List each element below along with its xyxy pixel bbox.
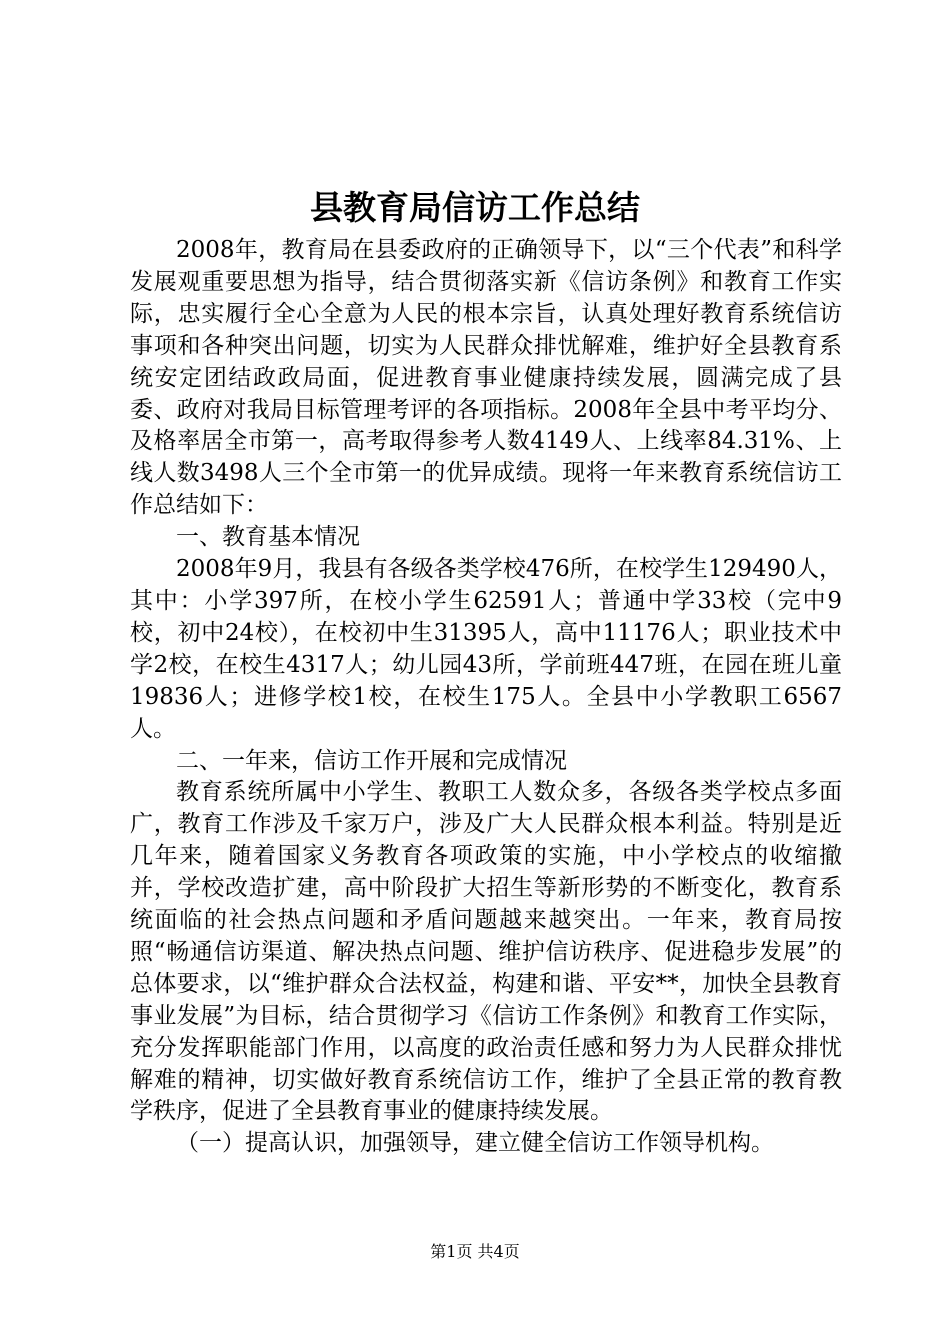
paragraph-intro: 2008年，教育局在县委政府的正确领导下，以“三个代表”和科学发展观重要思想为指导，结合贯彻落实新《信访条例》和教育工作实际，忠实履行全心全意为人民的根本宗旨，认真处理好教育系统信访事项和各种突出问题，切实为人民群众排忧解难，维护好全县教育系统安定团结政政局面，促进教育事业健康持续发展，圆满完成了县委、政府对我局目标管理考评的各项指标。2008年全县中考平均分、及格率居全市第一，高考取得参考人数4149人、上线率84.31%、上线人数3498人三个全市第一的优异成绩。现将一年来教育系统信访工作总结如下： [130, 237, 842, 519]
paragraph-basic-info: 2008年9月，我县有各级各类学校476所，在校学生129490人，其中：小学397所，在校小学生62591人；普通中学33校（完中9校，初中24校），在校初中生31395人，高中11176人；职业技术中学2校，在校生4317人；幼儿园43所，学前班447班，在园在班儿童19836人；进修学校1校，在校生175人。全县中小学教职工6567人。 [130, 556, 842, 742]
section-heading-basic-info: 一、教育基本情况 [176, 524, 360, 551]
page-footer: 第1页 共4页 [430, 1242, 520, 1261]
subsection-heading-leadership: （一）提高认识，加强领导，建立健全信访工作领导机构。 [176, 1130, 774, 1157]
document-body [130, 235, 842, 1160]
document-title: 县教育局信访工作总结 [310, 188, 640, 227]
paragraph-work-progress: 教育系统所属中小学生、教职工人数众多，各级各类学校点多面广，教育工作涉及千家万户，涉及广大人民群众根本利益。特别是近几年来，随着国家义务教育各项政策的实施，中小学校点的收缩撤并，学校改造扩建，高中阶段扩大招生等新形势的不断变化，教育系统面临的社会热点问题和矛盾问题越来越突出。一年来，教育局按照“畅通信访渠道、解决热点问题、维护信访秩序、促进稳步发展”的总体要求，以“维护群众合法权益，构建和谐、平安**，加快全县教育事业发展”为目标，结合贯彻学习《信访工作条例》和教育工作实际，充分发挥职能部门作用，以高度的政治责任感和努力为人民群众排忧解难的精神，切实做好教育系统信访工作，维护了全县正常的教育教学秩序，促进了全县教育事业的健康持续发展。 [130, 779, 842, 1125]
section-heading-work-progress: 二、一年来，信访工作开展和完成情况 [176, 747, 567, 774]
